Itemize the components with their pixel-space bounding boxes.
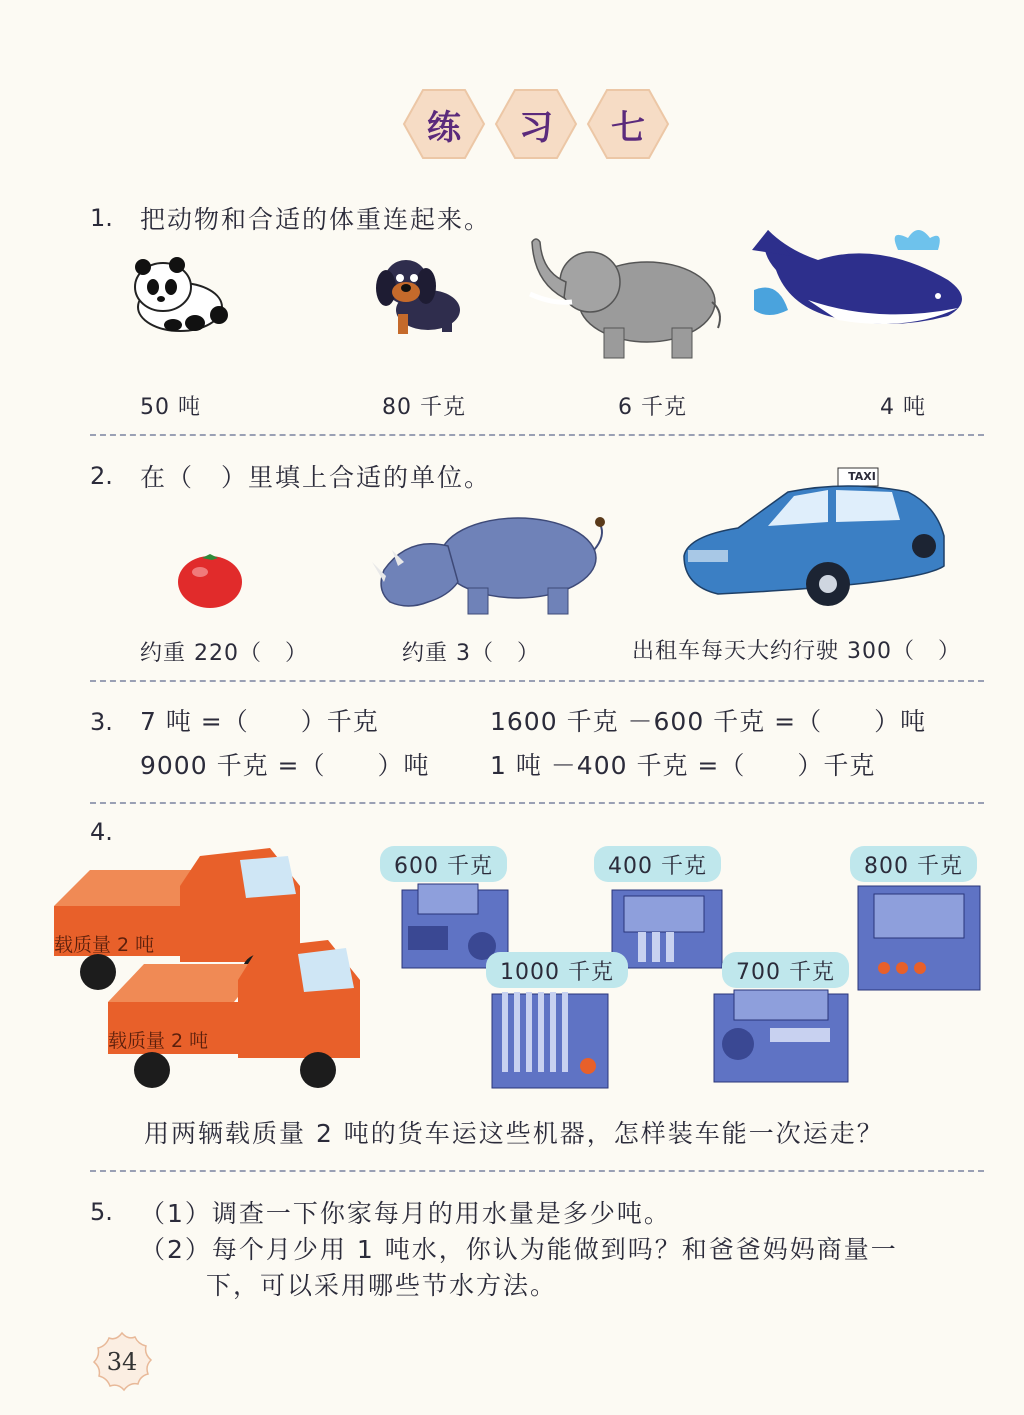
- machine-weight-tag: 600 千克: [380, 846, 507, 882]
- title-hex-1: [402, 88, 486, 160]
- truck-load-label: 载质量 2 吨: [108, 1030, 209, 1052]
- machine-weight-tag: 400 千克: [594, 846, 721, 882]
- dog-icon: [368, 252, 468, 338]
- conversion-expr: 1 吨 －400 千克 =（ ）千克: [490, 751, 876, 780]
- title-char: 习: [519, 107, 553, 148]
- weight-label: 4 吨: [880, 395, 926, 420]
- section-divider: [90, 1170, 984, 1172]
- section-divider: [90, 802, 984, 804]
- elephant-icon: [522, 232, 732, 362]
- machine-icon: [710, 986, 852, 1086]
- whale-icon: [748, 220, 978, 340]
- question-5-part-1: （1）调查一下你家每月的用水量是多少吨。: [140, 1199, 671, 1228]
- panda-icon: [125, 255, 235, 335]
- weight-label: 50 吨: [140, 395, 201, 420]
- tomato-icon: [176, 550, 246, 610]
- taxi-icon: [678, 466, 950, 616]
- section-divider: [90, 680, 984, 682]
- title-hex-2: [494, 88, 578, 160]
- taxi-sign: TAXI: [848, 470, 876, 483]
- unit-blank-label: 约重 220（ ）: [140, 641, 308, 666]
- question-2-text: 在（ ）里填上合适的单位。: [140, 463, 492, 492]
- question-4-text: 用两辆载质量 2 吨的货车运这些机器，怎样装车能一次运走？: [144, 1119, 884, 1148]
- question-1-text: 把动物和合适的体重连起来。: [140, 205, 492, 234]
- page-number-badge: [90, 1330, 154, 1394]
- question-5-part-2-cont: 下，可以采用哪些节水方法。: [206, 1271, 558, 1300]
- machine-icon: [488, 988, 614, 1092]
- question-5-number: 5.: [90, 1198, 113, 1226]
- weight-label: 6 千克: [618, 395, 687, 420]
- rhino-icon: [368, 506, 618, 618]
- title-char: 练: [427, 107, 461, 148]
- machine-weight-tag: 700 千克: [722, 952, 849, 988]
- machine-weight-tag: 800 千克: [850, 846, 977, 882]
- conversion-expr: 7 吨 =（ ）千克: [140, 707, 379, 736]
- section-divider: [90, 434, 984, 436]
- truck-icon: [104, 938, 370, 1092]
- question-2-number: 2.: [90, 462, 113, 490]
- question-5-part-2: （2）每个月少用 1 吨水，你认为能做到吗？和爸爸妈妈商量一: [140, 1235, 898, 1264]
- conversion-expr: 9000 千克 =（ ）吨: [140, 751, 430, 780]
- title-hex-3: [586, 88, 670, 160]
- question-1-number: 1.: [90, 204, 113, 232]
- question-4-number: 4.: [90, 818, 113, 846]
- question-3-number: 3.: [90, 708, 113, 736]
- weight-label: 80 千克: [382, 395, 466, 420]
- machine-icon: [854, 880, 984, 996]
- title-char: 七: [611, 107, 645, 148]
- unit-blank-label: 约重 3（ ）: [402, 641, 540, 666]
- machine-weight-tag: 1000 千克: [486, 952, 628, 988]
- conversion-expr: 1600 千克 －600 千克 =（ ）吨: [490, 707, 927, 736]
- page-number: 34: [106, 1348, 138, 1376]
- truck-load-label: 载质量 2 吨: [54, 934, 155, 956]
- unit-blank-label: 出租车每天大约行驶 300（ ）: [632, 639, 961, 664]
